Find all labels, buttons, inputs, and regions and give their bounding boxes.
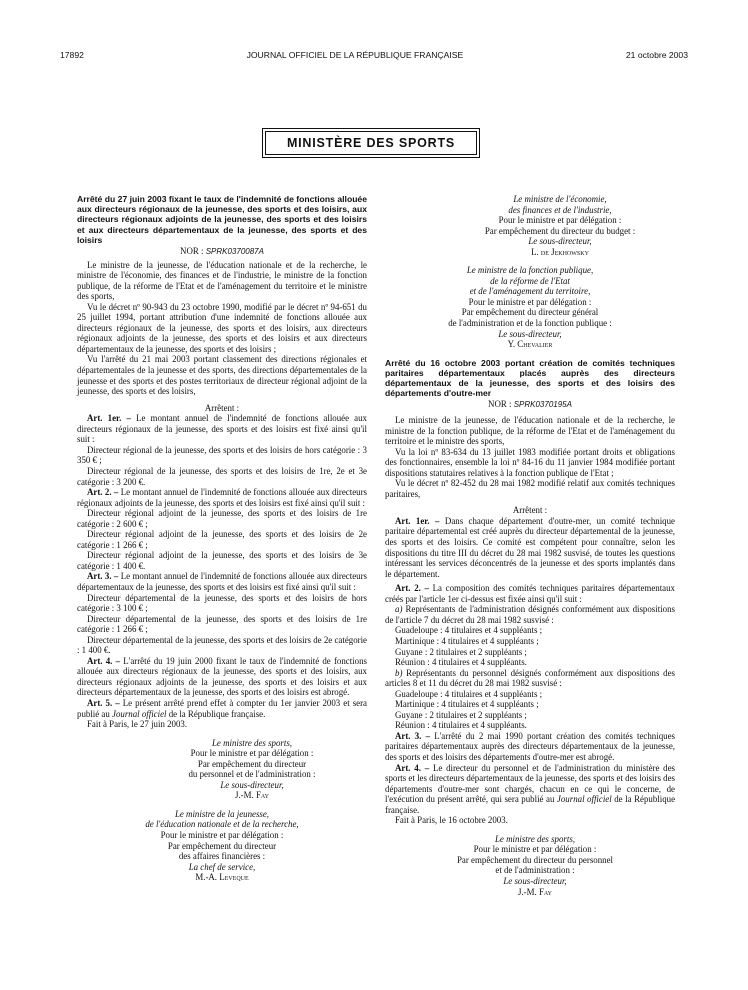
issue-date: 21 octobre 2003 — [625, 50, 688, 60]
done-at: Fait à Paris, le 16 octobre 2003. — [395, 815, 508, 826]
list-item: Directeur départemental de la jeunesse, des sports et des loisirs de 2e catégorie : 1 400 €. — [77, 634, 367, 656]
list-item: Directeur régional adjoint de la jeunesse, des sports et des loisirs de 3e catégorie : 1 400 €. — [77, 550, 367, 571]
article-1: Art. 1er. – Le montant annuel de l'indemnité de fonctions allouée aux directeurs régionaux de la jeunesse, des sports et des loisirs est fixé ainsi qu'il suit : — [77, 413, 367, 445]
arrete2-nor: NOR : SPRK0370195A — [488, 399, 572, 410]
arrete1-title: Arrêté du 27 juin 2003 fixant le taux de l'indemnité de fonctions allouée aux directeurs régionaux de la jeunesse, des sports et des loisirs, aux directeurs régionaux adjoints de la jeunesse, des sports et des loisirs et aux directeurs départementaux de la jeunesse, des sports et des loisirs — [77, 194, 367, 245]
paragraph: Le ministre de la jeunesse, de l'éducation nationale et de la recherche, le ministre de l'économie, des finances et de l'industrie, le ministre de la fonction publique, de la réforme de l'Etat et de l'aménagement du territoire et le ministre des sports, — [77, 259, 367, 302]
paragraph: Vu le décret nº 82-452 du 28 mai 1982 modifié relatif aux comités techniques paritaires, — [385, 478, 675, 499]
signature-fonction-publique: Le ministre de la fonction publique, de la réforme de l'Etat et de l'aménagement du territoire, Pour le ministre et par délégation : Par empêchement du directeur général de l'administration et de la fonction publique : Le sous-directeur, Y. Chevalier — [448, 265, 612, 350]
signature-sports-2: Le ministre des sports, Pour le ministre et par délégation : Par empêchement du directeur du personnel et de l'administration : Le sous-directeur, J.-M. Fay — [457, 833, 613, 897]
signature-economie: Le ministre de l'économie, des finances et de l'industrie, Pour le ministre et par délégation : Par empêchement du directeur du budget : Le sous-directeur, L. de Jekhowsky — [484, 194, 636, 257]
paragraph: Vu l'arrêté du 21 mai 2003 portant classement des directions régionales et départementales de la jeunesse et des sports, des directions départementales de la jeunesse et des sports et des postes territoriaux de directeur régional adjoint de la jeunesse, des sports et des loisirs, — [77, 354, 367, 397]
list-item: Martinique : 4 titulaires et 4 suppléants ; — [395, 699, 539, 710]
journal-title: JOURNAL OFFICIEL DE LA RÉPUBLIQUE FRANÇAISE — [246, 50, 464, 60]
ministry-heading: MINISTÈRE DES SPORTS — [265, 131, 477, 155]
article-2-b: b) Représentants du personnel désignés conformément aux dispositions des articles 8 et 11 du décret du 28 mai 1982 susvisé : — [385, 667, 675, 689]
right-column — [385, 194, 675, 897]
article-4: Art. 4. – L'arrêté du 19 juin 2000 fixant le taux de l'indemnité de fonctions allouée aux directeurs régionaux de la jeunesse, des sports et des loisirs, aux directeurs régionaux adjoints de la jeunesse, des sports et des loisirs et aux directeurs départementaux de la jeunesse, des sports et des loisirs est abrogé. — [77, 655, 368, 698]
page-number: 17892 — [60, 50, 84, 60]
list-item: Directeur départemental de la jeunesse, des sports et des loisirs de hors catégorie : 3 100 € ; — [77, 592, 367, 614]
list-item: Réunion : 4 titulaires et 4 suppléants. — [395, 720, 527, 731]
list-item: Guyane : 2 titulaires et 2 suppléants ; — [395, 709, 527, 720]
arrete1-nor: NOR : SPRK0370087A — [180, 246, 264, 257]
paragraph: Le ministre de la jeunesse, de l'éducation nationale et de la recherche, le ministre de la fonction publique, de la réforme de l'Etat et de l'aménagement du territoire et le ministre des sports, — [385, 415, 675, 447]
list-item: Directeur départemental de la jeunesse, des sports et des loisirs de 1re catégorie : 1 266 € ; — [77, 613, 367, 635]
running-header — [60, 50, 688, 60]
list-item: Guadeloupe : 4 titulaires et 4 suppléants ; — [395, 625, 543, 636]
list-item: Directeur régional de la jeunesse, des sports et des loisirs de 1re, 2e et 3e catégorie : 3 200 €. — [77, 465, 367, 487]
article-2: Art. 2. – La composition des comités techniques paritaires départementaux créés par l'article 1er ci-dessus est fixée ainsi qu'il suit : — [385, 583, 675, 604]
arretent: Arrêtent : — [512, 505, 548, 516]
article-1: Art. 1er. – Dans chaque département d'outre-mer, un comité technique paritaire départemental est créé auprès du directeur départemental de la jeunesse, des sports et des loisirs. Ce comité est compétent pour connaître, selon les dispositions du titre III du décret du 28 mai 1982 susvisé, de toutes les questions intéressant les services déconcentrés de la jeunesse et des sports implantés dans le département. — [385, 515, 675, 579]
left-column — [77, 194, 367, 883]
nor-code: SPRK0370087A — [205, 247, 264, 257]
arrete2-title: Arrêté du 16 octobre 2003 portant création de comités techniques paritaires départementaux placés auprès des directeurs départementaux de la jeunesse, des sports et des loisirs des départements d'outre-mer — [385, 357, 675, 399]
arretent: Arrêtent : — [204, 402, 240, 413]
paragraph: Vu le décret nº 90-943 du 23 octobre 1990, modifié par le décret nº 94-651 du 25 juillet 1994, portant attribution d'une indemnité de fonctions allouée aux directeurs régionaux de la jeunesse, des sports et des loisirs, aux directeurs régionaux adjoints de la jeunesse, des sports et des loisirs et aux directeurs départementaux de la jeunesse, des sports et des loisirs ; — [77, 301, 367, 354]
article-3: Art. 3. – L'arrêté du 2 mai 1990 portant création des comités techniques paritaires départementaux auprès des directeurs départementaux de la jeunesse, des sports et des loisirs des départements d'outre-mer est abrogé. — [385, 730, 675, 762]
list-item: Directeur régional de la jeunesse, des sports et des loisirs de hors catégorie : 3 350 € ; — [77, 444, 367, 466]
signature-jeunesse: Le ministre de la jeunesse, de l'éducation nationale et de la recherche, Pour le ministre et par délégation : Par empêchement du directeur des affaires financières : La chef de service, M.-A. Leveque — [145, 808, 299, 883]
article-2-a: a) Représentants de l'administration désignés conformément aux dispositions de l'article 7 du décret du 28 mai 1982 susvisé : — [385, 604, 675, 625]
article-4: Art. 4. – Le directeur du personnel et de l'administration du ministère des sports et les directeurs départementaux de la jeunesse, des sports et des loisirs des départements d'outre-mer sont chargés, chacun en ce qui le concerne, de l'exécution du présent arrêté, qui sera publié au Journal officiel de la République française. — [385, 762, 676, 815]
list-item: Martinique : 4 titulaires et 4 suppléants ; — [395, 635, 539, 646]
list-item: Guadeloupe : 4 titulaires et 4 suppléants ; — [395, 688, 543, 699]
signature-sports: Le ministre des sports, Pour le ministre et par délégation : Par empêchement du directeur du personnel et de l'administration : Le sous-directeur, J.-M. Fay — [188, 737, 316, 801]
done-at: Fait à Paris, le 27 juin 2003. — [87, 719, 188, 730]
article-5: Art. 5. – Le présent arrêté prend effet à compter du 1er janvier 2003 et sera publié au Journal officiel de la République française. — [77, 697, 367, 719]
article-2: Art. 2. – Le montant annuel de l'indemnité de fonctions allouée aux directeurs régionaux adjoints de la jeunesse, des sports et des loisirs est fixé ainsi qu'il suit : — [77, 487, 367, 508]
list-item: Directeur régional adjoint de la jeunesse, des sports et des loisirs de 2e catégorie : 1 266 € ; — [77, 529, 367, 550]
article-3: Art. 3. – Le montant annuel de l'indemnité de fonctions allouée aux directeurs départementaux de la jeunesse, des sports et des loisirs est fixé ainsi qu'il suit : — [77, 571, 367, 592]
paragraph: Vu la loi nº 83-634 du 13 juillet 1983 modifiée portant droits et obligations des fonctionnaires, ensemble la loi nº 84-16 du 11 janvier 1984 modifiée portant dispositions statutaires relatives à la fonction publique de l'Etat ; — [385, 446, 675, 478]
list-item: Guyane : 2 titulaires et 2 suppléants ; — [395, 646, 527, 657]
list-item: Directeur régional adjoint de la jeunesse, des sports et des loisirs de 1re catégorie : 2 600 € ; — [77, 508, 367, 529]
nor-code: SPRK0370195A — [513, 400, 572, 410]
list-item: Réunion : 4 titulaires et 4 suppléants. — [395, 657, 527, 668]
